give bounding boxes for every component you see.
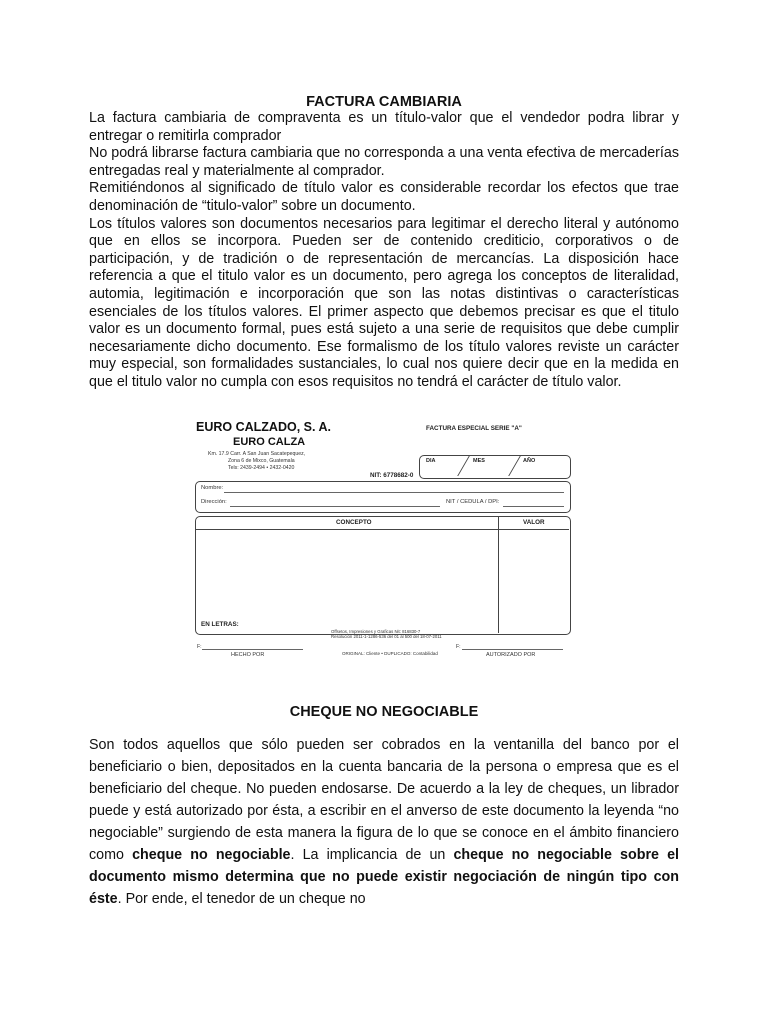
customer-box <box>195 481 571 513</box>
text-run: . Por ende, el tenedor de un cheque no <box>117 891 366 907</box>
anio-label: AÑO <box>523 458 536 464</box>
company-name: EURO CALZADO, S. A. <box>196 420 331 434</box>
concepto-header: CONCEPTO <box>336 519 372 526</box>
factura-cambiaria-body <box>89 110 679 392</box>
invoice-series: FACTURA ESPECIAL SERIE "A" <box>426 425 522 432</box>
mes-label: MES <box>473 458 485 464</box>
bold-text-run: cheque no negociable sobre el documento mismo determina que no puede existir negociación de ningún tipo con éste <box>89 847 679 907</box>
signature-line-left <box>202 649 303 650</box>
section-title-factura-cambiaria: FACTURA CAMBIARIA <box>306 94 462 110</box>
hecho-por-label: HECHO POR <box>231 652 265 658</box>
printer-info: Offsetos, Impresiones y Graficas Nit: 816830-7 <box>331 629 421 634</box>
valor-header: VALOR <box>523 519 545 526</box>
signature-line-right <box>462 649 563 650</box>
direccion-label: Dirección: <box>201 499 227 505</box>
date-box <box>419 455 571 479</box>
address-line2: Zona 6 de Mixco, Guatemala <box>228 458 295 464</box>
nit-cedula-label: NIT / CEDULA / DPI: <box>446 499 500 505</box>
paragraph: Los títulos valores son documentos necesarios para legitimar el derecho literal y autónomo que en ellos se incorpora. Pueden ser de contenido crediticio, corporativos o de participación, y de tradición o de representación de mercancías. La disposición hace referencia a que el titulo valor es un documento, pero agrega los conceptos de literalidad, automia, legitimación e incorporación que son las notas distintivas o características esenciales de los títulos valores. El primer aspecto que debemos precisar es que el titulo valor es un documento formal, pues está sujeto a una serie de requisitos que debe cumplir necesariamente dicho documento. Ese formalismo de los título valores reviste un carácter muy especial, son formalidades sustanciales, lo cual nos quiere decir que en la medida en que el titulo valor no cumpla con esos requisitos no tendrá el carácter de título valor. <box>89 215 679 390</box>
bold-text-run: cheque no negociable <box>132 847 291 863</box>
dia-label: DIA <box>426 458 436 464</box>
table-header-divider <box>196 529 569 530</box>
paragraph: No podrá librarse factura cambiaria que no corresponda a una venta efectiva de mercaderías entregadas real y materialmente al comprador. <box>89 145 679 179</box>
section-title-cheque-no-negociable: CHEQUE NO NEGOCIABLE <box>289 704 479 720</box>
address-line1: Km. 17.9 Carr. A San Juan Sacatepequez, <box>208 451 306 457</box>
valor-column-divider <box>498 517 499 633</box>
f-label-left: F: <box>197 644 202 650</box>
printer-resolution: Resolución 2011-1-1286-536 del 01 al 500 del 18-07-2011 <box>331 634 442 639</box>
paragraph: Remitiéndonos al significado de título valor es considerable recordar los efectos que trae denominación de “titulo-valor” sobre un documento. <box>89 180 679 214</box>
text-run: . La implicancia de un <box>290 847 454 863</box>
autorizado-por-label: AUTORIZADO POR <box>486 652 536 658</box>
cheque-no-negociable-body <box>89 734 679 910</box>
nombre-label: Nombre: <box>201 485 224 491</box>
invoice-form-image <box>190 415 580 665</box>
concept-table <box>195 516 571 635</box>
brand-name: EURO CALZA <box>233 436 306 448</box>
phones: Tels: 2439-2494 • 2432-0420 <box>228 465 295 471</box>
f-label-right: F: <box>456 644 461 650</box>
copies-note: ORIGINAL: Cliente • DUPLICADO: Contabilidad <box>342 651 438 656</box>
nit-label: NIT: 6778682-0 <box>370 472 414 479</box>
nit-cedula-line <box>503 506 564 507</box>
paragraph <box>89 734 679 910</box>
direccion-line <box>230 506 440 507</box>
en-letras-label: EN LETRAS: <box>201 621 239 628</box>
nombre-line <box>224 492 564 493</box>
paragraph: La factura cambiaria de compraventa es un título-valor que el vendedor podra librar y entregar o remitirla comprador <box>89 110 679 144</box>
text-run: Son todos aquellos que sólo pueden ser cobrados en la ventanilla del banco por el beneficiario o bien, depositados en la cuenta bancaria de la persona o empresa que es el beneficiario del cheque. No pueden endosarse. De acuerdo a la ley de cheques, un librador puede y está autorizado por ésta, a escribir en el anverso de este documento la leyenda “no negociable” surgiendo de esta manera la figura de lo que se conoce en el ámbito financiero como <box>89 737 679 863</box>
